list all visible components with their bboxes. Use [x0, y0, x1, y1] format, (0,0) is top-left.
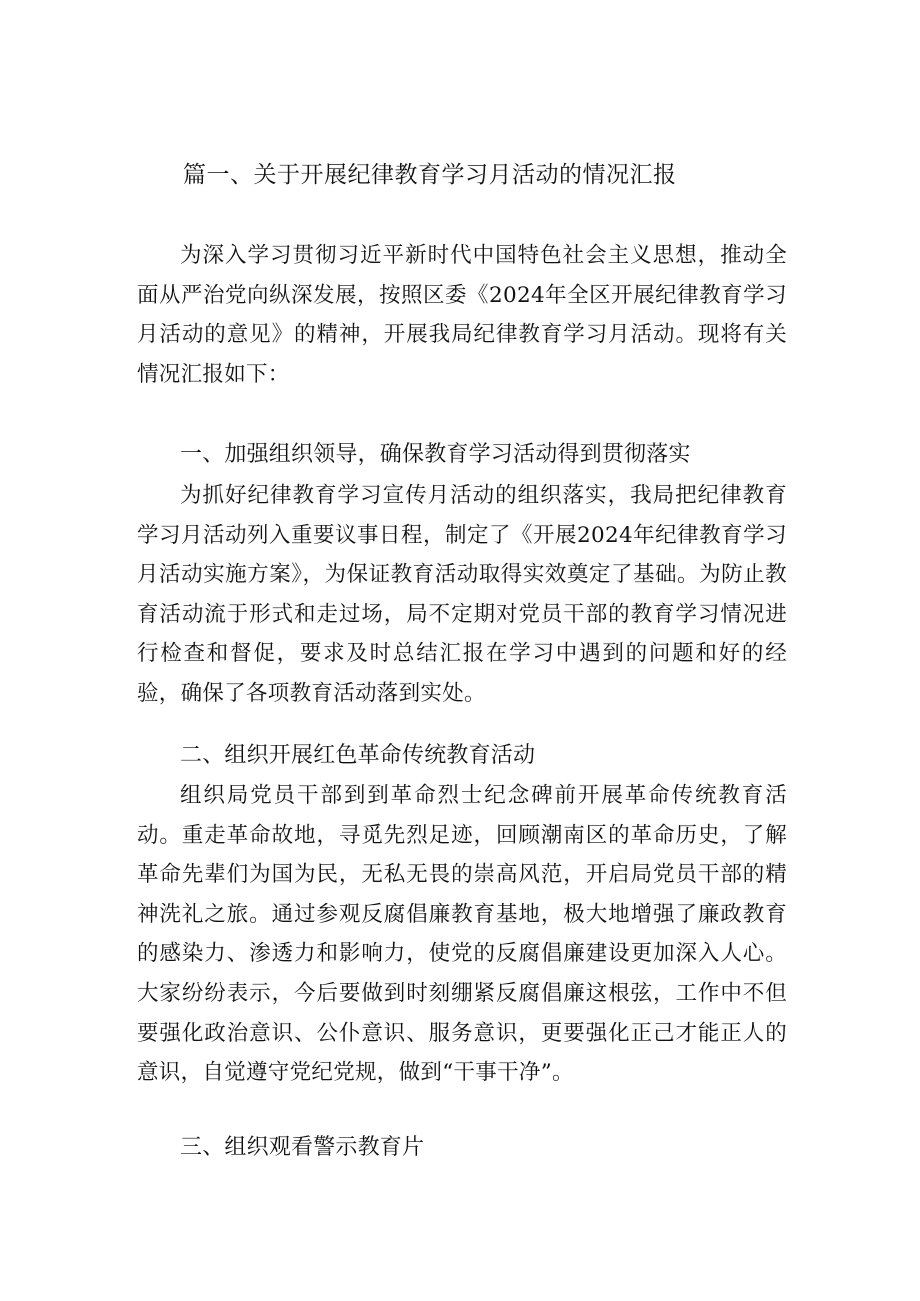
- section-heading-1: 一、加强组织领导，确保教育学习活动得到贯彻落实: [180, 442, 691, 467]
- section-body-2: 组织局党员干部到到革命烈士纪念碑前开展革命传统教育活动。重走革命故地，寻觅先烈足迹，回顾潮南区的革命历史，了解革命先辈们为国为民，无私无畏的崇高风范，开启局党员干部的精神洗礼之旅。通过参观反腐倡廉教育基地，极大地增强了廉政教育的感染力、渗透力和影响力，使党的反腐倡廉建设更加深入人心。大家纷纷表示，今后要做到时刻绷紧反腐倡廉这根弦，工作中不但要强化政治意识、公仆意识、服务意识，更要强化正己才能正人的意识，自觉遵守党纪党规，做到“干事干净”。: [137, 783, 787, 1086]
- section-body-1: 为抓好纪律教育学习宣传月活动的组织落实，我局把纪律教育学习月活动列入重要议事日程，制定了《开展2024年纪律教育学习月活动实施方案》，为保证教育活动取得实效奠定了基础。为防止教育活动流于形式和走过场，局不定期对党员干部的教育学习情况进行检查和督促，要求及时总结汇报在学习中遇到的问题和好的经验，确保了各项教育活动落到实处。: [137, 483, 787, 706]
- intro-paragraph: 为深入学习贯彻习近平新时代中国特色社会主义思想，推动全面从严治党向纵深发展，按照区委《2024年全区开展纪律教育学习月活动的意见》的精神，开展我局纪律教育学习月活动。现将有关情况汇报如下：: [137, 243, 787, 387]
- section-heading-2: 二、组织开展红色革命传统教育活动: [180, 743, 536, 768]
- section-heading-3: 三、组织观看警示教育片: [180, 1135, 425, 1160]
- document-title: 篇一、关于开展纪律教育学习月活动的情况汇报: [183, 162, 677, 188]
